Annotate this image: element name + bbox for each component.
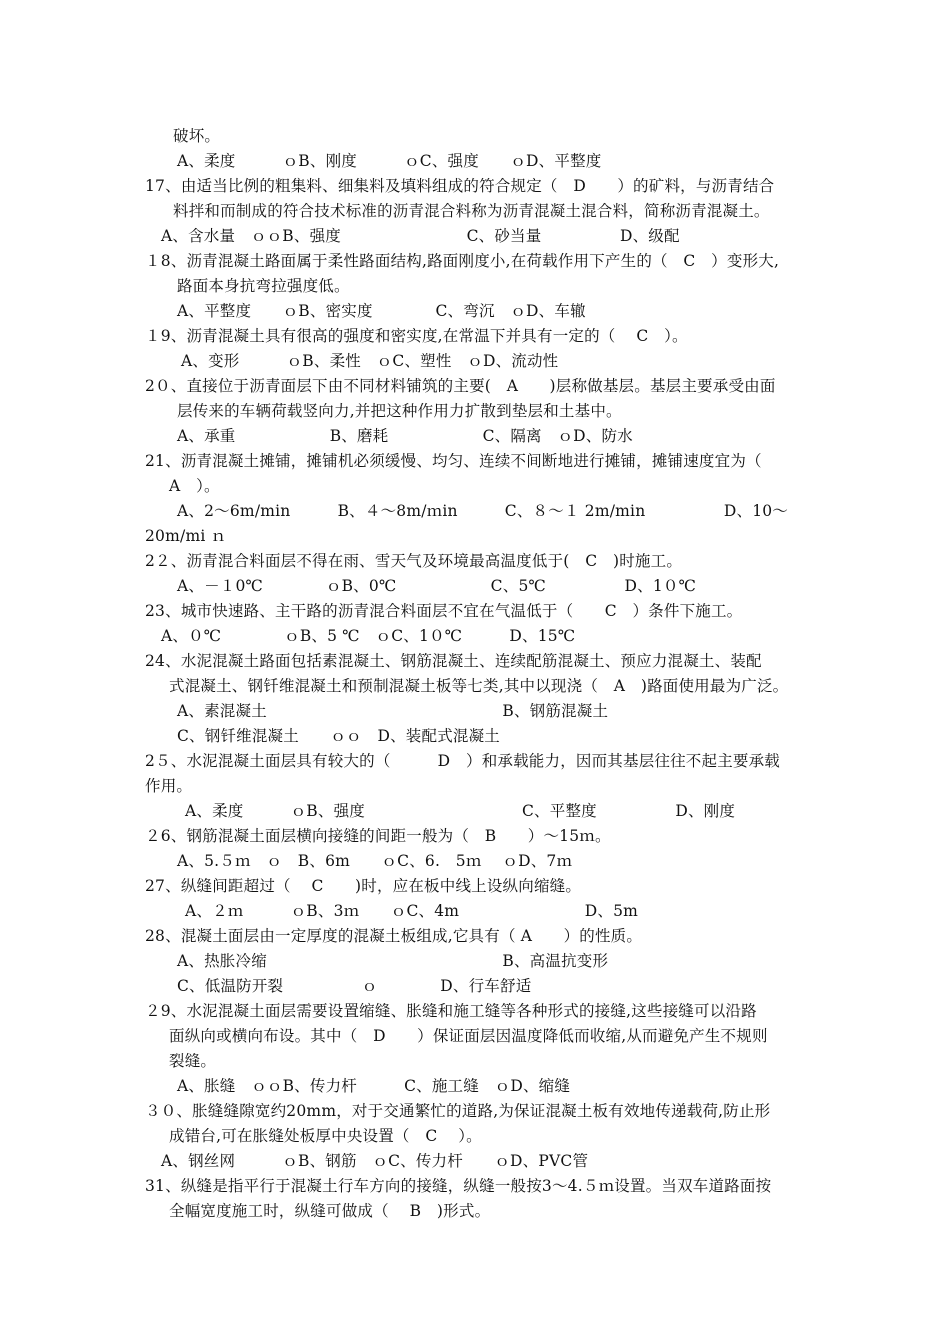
question-30: ３０、胀缝缝隙宽约20mm，对于交通繁忙的道路,为保证混凝土板有效地传递载荷,防止形 [145,1102,771,1120]
answer-options: A、素混凝土 B、钢筋混凝土 [177,702,609,720]
answer-options: C、低温防开裂 ｏ D、行车舒适 [177,977,532,995]
text-line: 层传来的车辆荷载竖向力,并把这种作用力扩散到垫层和土基中。 [177,402,622,420]
text-line: 全幅宽度施工时，纵缝可做成（ B )形式。 [169,1202,491,1220]
question-21: 21、沥青混凝土摊铺，摊铺机必须缓慢、均匀、连续不间断地进行摊铺，摊铺速度宜为（ [145,452,762,470]
text-line: A ）。 [169,477,220,495]
question-29: ２9、水泥混凝土面层需要设置缩缝、胀缝和施工缝等各种形式的接缝,这些接缝可以沿路 [145,1002,757,1020]
answer-options: A、变形 ｏB、柔性 ｏC、塑性 ｏD、流动性 [181,352,559,370]
question-23: 23、城市快速路、主干路的沥青混合料面层不宜在气温低于（ C ）条件下施工。 [145,602,743,620]
text-line: 裂缝。 [169,1052,217,1070]
question-20: 2０、直接位于沥青面层下由不同材料铺筑的主要( A )层称做基层。基层主要承受由面 [145,377,776,395]
answer-options: A、5.５ｍ ｏ B、6m ｏC、6. 5ｍ ｏD、7ｍ [177,852,573,870]
text-line: 料拌和而制成的符合技术标准的沥青混合料称为沥青混凝土混合料，简称沥青混凝土。 [173,202,770,220]
answer-options: A、2～6m/min B、４～8m/ｍin C、８～１ 2m/min D、10～ [177,502,789,520]
question-17: 17、由适当比例的粗集料、细集料及填料组成的符合规定（ D ）的矿料，与沥青结合 [145,177,775,195]
answer-options: A、柔度 ｏB、刚度 ｏC、强度 ｏD、平整度 [177,152,602,170]
question-22: 2２、沥青混合料面层不得在雨、雪天气及环境最高温度低于( C )时施工。 [145,552,683,570]
question-26: ２6、钢筋混凝土面层横向接缝的间距一般为（ B ）～15ｍ。 [145,827,611,845]
text-line: 面纵向或横向布设。其中（ D ）保证面层因温度降低而收缩,从而避免产生不规则 [169,1027,768,1045]
text-line: 成错台,可在胀缝处板厚中央设置（ C ）。 [169,1127,482,1145]
answer-options: A、胀缝 ｏｏB、传力杆 C、施工缝 ｏD、缩缝 [177,1077,571,1095]
answer-options: C、钢钎维混凝土 ｏｏ D、装配式混凝土 [177,727,500,745]
answer-options: A、平整度 ｏB、密实度 C、弯沉 ｏD、车辙 [177,302,586,320]
question-19: １9、沥青混凝土具有很高的强度和密实度,在常温下并具有一定的（ C ）。 [145,327,688,345]
answer-options: A、含水量 ｏｏB、强度 C、砂当量 D、级配 [161,227,680,245]
question-25: 2５、水泥混凝土面层具有较大的（ D ）和承载能力，因而其基层往往不起主要承载 [145,752,780,770]
answer-options: A、热胀冷缩 B、高温抗变形 [177,952,609,970]
question-27: 27、纵缝间距超过（ C )时，应在板中线上设纵向缩缝。 [145,877,582,895]
question-18: １8、沥青混凝土路面属于柔性路面结构,路面刚度小,在荷载作用下产生的（ C ）变形大, [145,252,780,270]
answer-options: A、２ｍ ｏB、3ｍ ｏC、4m D、5m [185,902,639,920]
question-24: 24、水泥混凝土路面包括素混凝土、钢筋混凝土、连续配筋混凝土、预应力混凝土、装配 [145,652,762,670]
text-line: 作用。 [145,777,193,795]
question-31: 31、纵缝是指平行于混凝土行车方向的接缝，纵缝一般按3～4.５ｍ设置。当双车道路面按 [145,1177,772,1195]
answer-options: A、柔度 ｏB、强度 C、平整度 D、刚度 [185,802,736,820]
text-line: 破坏。 [173,127,221,145]
text-line: 20m/mi ｎ [145,527,227,545]
text-line: 式混凝土、钢钎维混凝土和预制混凝土板等七类,其中以现浇（ A )路面使用最为广泛。 [169,677,789,695]
answer-options: A、０℃ ｏB、5 ℃ ｏC、1０℃ D、15℃ [161,627,576,645]
text-line: 路面本身抗弯拉强度低。 [177,277,350,295]
answer-options: A、承重 B、磨耗 C、隔离 ｏD、防水 [177,427,633,445]
answer-options: A、－１0℃ ｏB、0℃ C、5℃ D、1０℃ [177,577,697,595]
question-28: 28、混凝土面层由一定厚度的混凝土板组成,它具有（ A ）的性质。 [145,927,643,945]
answer-options: A、钢丝网 ｏB、钢筋 ｏC、传力杆 ｏD、PVC管 [161,1152,589,1170]
